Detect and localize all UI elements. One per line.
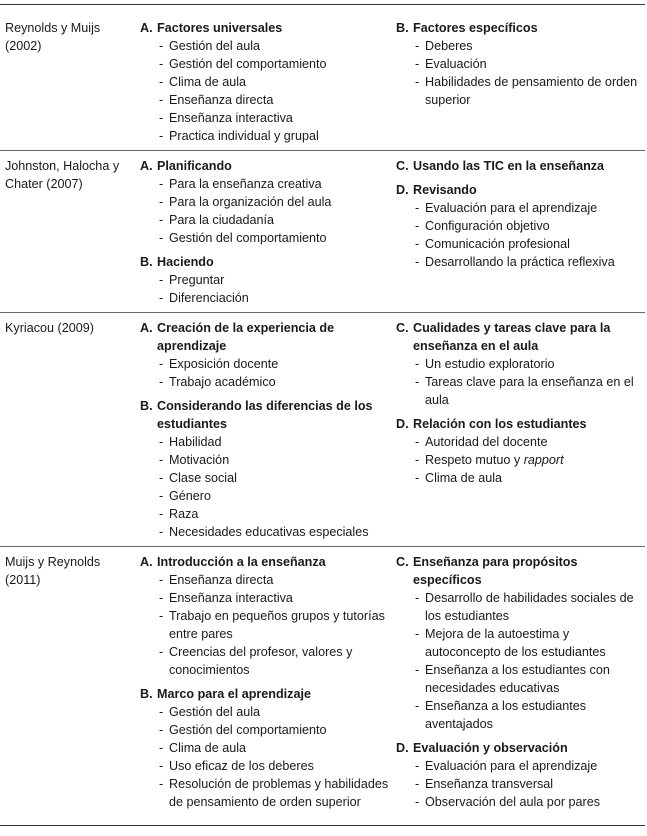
category-group-a xyxy=(140,319,390,391)
item-list xyxy=(140,355,390,391)
rapport-item: Respeto mutuo y rapport xyxy=(425,453,564,467)
item-list xyxy=(140,175,390,247)
list-item: - Gestión del aula xyxy=(159,705,261,719)
item-list xyxy=(396,199,646,271)
list-item: - Enseñanza interactiva xyxy=(159,111,293,125)
list-item: - Configuración objetivo xyxy=(415,219,550,233)
list-item: - Para la enseñanza creativa xyxy=(159,177,322,191)
list-item: - Resolución de problemas y habilidades de pensamiento de orden superior xyxy=(159,777,389,809)
category-group-b xyxy=(140,397,390,541)
list-item: - Creencias del profesor, valores y conocimientos xyxy=(159,645,353,677)
table-top-rule xyxy=(0,4,645,5)
list-item: - Para la organización del aula xyxy=(159,195,332,209)
list-item: - Autoridad del docente xyxy=(415,435,548,449)
category-group-d xyxy=(396,181,646,271)
item-list xyxy=(140,703,390,811)
list-item: - Desarrollando la práctica reflexiva xyxy=(415,255,615,269)
category-heading: A. Introducción a la enseñanza xyxy=(140,555,326,569)
list-item: - Género xyxy=(159,489,212,503)
item-list xyxy=(396,589,646,733)
list-item: - Clima de aula xyxy=(159,75,247,89)
column-b xyxy=(396,319,646,493)
list-item: - Enseñanza directa xyxy=(159,93,274,107)
list-item: - Habilidades de pensamiento de orden superior xyxy=(415,75,638,107)
list-item: - Gestión del comportamiento xyxy=(159,231,327,245)
list-item: - Diferenciación xyxy=(159,291,249,305)
list-item: - Clase social xyxy=(159,471,237,485)
list-item: - Mejora de la autoestima y autoconcepto de los estudiantes xyxy=(415,627,606,659)
list-item: - Respeto mutuo y rapport xyxy=(415,451,646,469)
item-list xyxy=(140,271,390,307)
category-heading: A. Factores universales xyxy=(140,21,283,35)
list-item: - Evaluación para el aprendizaje xyxy=(415,759,598,773)
column-b xyxy=(396,553,646,817)
author-cell: Johnston, Halocha y Chater (2007) xyxy=(5,159,120,191)
list-item: - Enseñanza a los estudiantes aventajados xyxy=(415,699,587,731)
table-bottom-rule xyxy=(0,825,645,826)
list-item: - Desarrollo de habilidades sociales de los estudiantes xyxy=(415,591,634,623)
list-item: - Enseñanza a los estudiantes con necesidades educativas xyxy=(415,663,610,695)
list-item: - Enseñanza transversal xyxy=(415,777,554,791)
list-item: - Motivación xyxy=(159,453,230,467)
category-heading: A. Creación de la experiencia de aprendizaje xyxy=(140,321,335,353)
row-divider xyxy=(0,546,645,547)
list-item: - Comunicación profesional xyxy=(415,237,570,251)
category-heading: B. Haciendo xyxy=(140,255,214,269)
author-cell: Reynolds y Muijs (2002) xyxy=(5,21,101,53)
column-b xyxy=(396,157,646,277)
item-list xyxy=(140,571,390,679)
category-group-d xyxy=(396,415,646,487)
category-group-a xyxy=(140,157,390,247)
list-item: - Gestión del aula xyxy=(159,39,261,53)
category-heading: C. Enseñanza para propósitos específicos xyxy=(396,555,578,587)
author-cell: Kyriacou (2009) xyxy=(5,321,94,335)
category-group-c xyxy=(396,319,646,409)
category-group-c xyxy=(396,157,646,175)
column-a xyxy=(140,157,390,313)
category-group-c xyxy=(396,553,646,733)
list-item: - Tareas clave para la enseñanza en el aula xyxy=(415,375,634,407)
list-item: - Enseñanza interactiva xyxy=(159,591,293,605)
list-item: - Evaluación xyxy=(415,57,487,71)
list-item: - Deberes xyxy=(415,39,473,53)
column-b xyxy=(396,19,646,115)
list-item: - Trabajo académico xyxy=(159,375,276,389)
list-item: - Clima de aula xyxy=(415,471,503,485)
item-list xyxy=(396,37,646,109)
list-item: - Habilidad xyxy=(159,435,222,449)
category-group-d xyxy=(396,739,646,811)
category-group-a xyxy=(140,19,390,145)
category-heading: D. Evaluación y observación xyxy=(396,741,568,755)
category-group-b xyxy=(396,19,646,109)
item-list xyxy=(396,433,646,487)
list-item: - Un estudio exploratorio xyxy=(415,357,555,371)
category-heading: D. Revisando xyxy=(396,183,477,197)
row-divider xyxy=(0,312,645,313)
item-list xyxy=(140,433,390,541)
item-list xyxy=(140,37,390,145)
column-a xyxy=(140,319,390,547)
column-a xyxy=(140,553,390,817)
category-heading: B. Factores específicos xyxy=(396,21,538,35)
list-item: - Practica individual y grupal xyxy=(159,129,319,143)
category-heading: B. Considerando las diferencias de los estudiantes xyxy=(140,399,373,431)
list-item: - Gestión del comportamiento xyxy=(159,723,327,737)
author-cell: Muijs y Reynolds (2011) xyxy=(5,555,101,587)
list-item: - Evaluación para el aprendizaje xyxy=(415,201,598,215)
list-item: - Observación del aula por pares xyxy=(415,795,601,809)
category-heading: C. Cualidades y tareas clave para la enseñanza en el aula xyxy=(396,321,611,353)
item-list xyxy=(396,355,646,409)
list-item: - Uso eficaz de los deberes xyxy=(159,759,314,773)
list-item: - Gestión del comportamiento xyxy=(159,57,327,71)
row-divider xyxy=(0,150,645,151)
category-group-b xyxy=(140,253,390,307)
list-item: - Para la ciudadanía xyxy=(159,213,275,227)
item-list xyxy=(396,757,646,811)
list-item: - Trabajo en pequeños grupos y tutorías entre pares xyxy=(159,609,385,641)
category-heading: A. Planificando xyxy=(140,159,232,173)
list-item: - Necesidades educativas especiales xyxy=(159,525,369,539)
category-heading: C. Usando las TIC en la enseñanza xyxy=(396,159,605,173)
column-a xyxy=(140,19,390,151)
list-item: - Exposición docente xyxy=(159,357,279,371)
category-heading: B. Marco para el aprendizaje xyxy=(140,687,311,701)
list-item: - Preguntar xyxy=(159,273,225,287)
category-group-b xyxy=(140,685,390,811)
list-item: - Enseñanza directa xyxy=(159,573,274,587)
category-heading: D. Relación con los estudiantes xyxy=(396,417,587,431)
list-item: - Raza xyxy=(159,507,199,521)
list-item: - Clima de aula xyxy=(159,741,247,755)
category-group-a xyxy=(140,553,390,679)
